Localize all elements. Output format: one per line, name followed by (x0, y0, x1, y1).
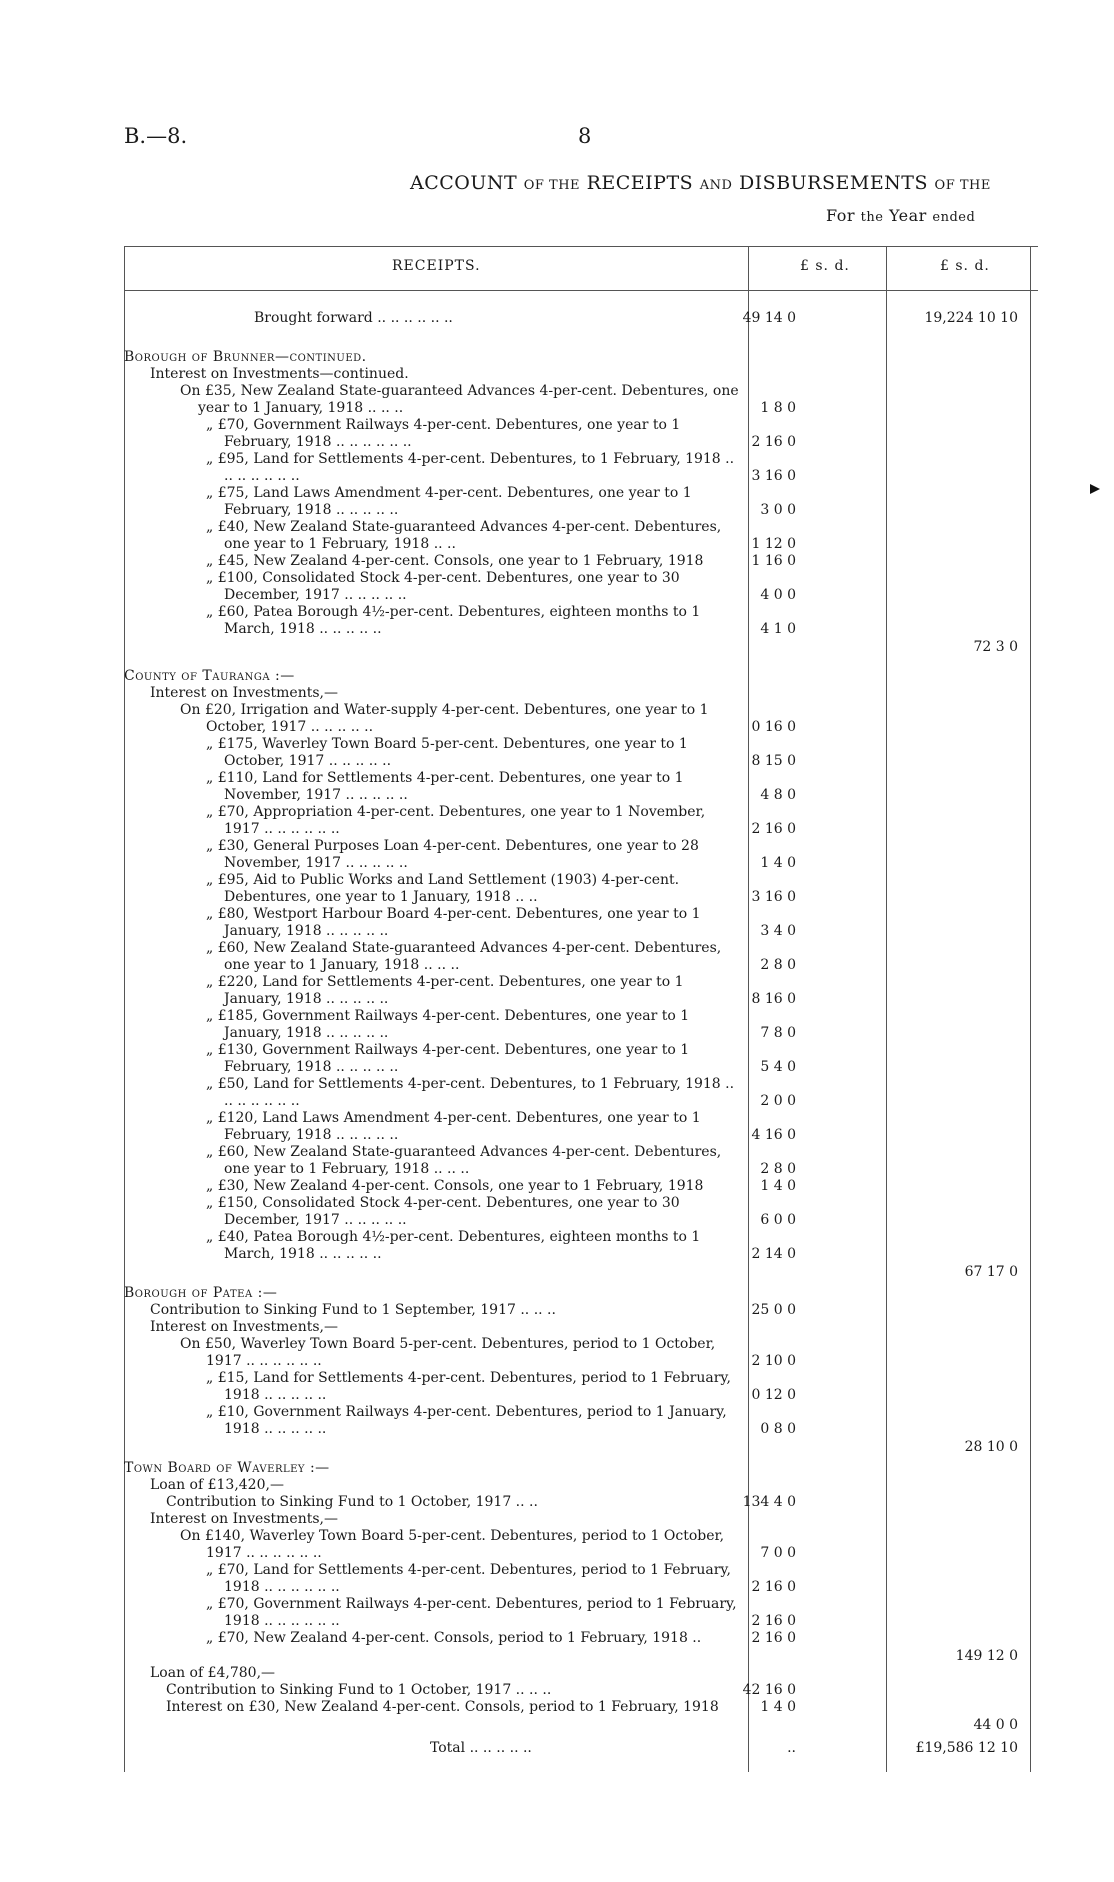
title-word: DISBURSEMENTS (738, 172, 928, 194)
ledger-row (124, 1042, 1038, 1076)
row-description: „ £110, Land for Settlements 4-per-cent. Debentures, one year to 1 November, 1917 .. .. .. .. .. (206, 770, 684, 803)
ledger-row (124, 1370, 1038, 1404)
amount-cell: 8 15 0 (751, 753, 796, 769)
ledger-row (124, 1110, 1038, 1144)
ledger-row (124, 417, 1038, 451)
ledger-row (124, 1665, 1038, 1682)
row-description: „ £15, Land for Settlements 4-per-cent. Debentures, period to 1 February, 1918 .. .. .. .. .. (206, 1370, 731, 1403)
page-subtitle (826, 206, 975, 225)
subtotal-cell: 44 0 0 (973, 1717, 1018, 1733)
row-description: „ £150, Consolidated Stock 4-per-cent. Debentures, one year to 30 December, 1917 .. .. .. .. .. (206, 1195, 680, 1228)
amount-cell: 1 4 0 (760, 1178, 796, 1194)
table-top-rule (124, 246, 1038, 247)
row-description: On £20, Irrigation and Water-supply 4-per-cent. Debentures, one year to 1 October, 1917 .. .. .. .. .. (180, 702, 709, 735)
amount-cell: 2 16 0 (751, 821, 796, 837)
row-description: „ £95, Land for Settlements 4-per-cent. Debentures, to 1 February, 1918 .. .. .. .. .. .. .. (206, 451, 735, 484)
section-heading (124, 1285, 1038, 1302)
ledger-row (124, 872, 1038, 906)
amount-cell: 4 16 0 (751, 1127, 796, 1143)
amount-cell: 6 0 0 (760, 1212, 796, 1228)
row-description: Interest on Investments—continued. (150, 366, 409, 382)
ledger-row (124, 485, 1038, 519)
amount-cell: 0 16 0 (751, 719, 796, 735)
total-cell: 19,224 10 10 (924, 310, 1018, 326)
row-description: Interest on Investments,— (150, 1511, 338, 1527)
amount-cell: 3 0 0 (760, 502, 796, 518)
amount-cell: 2 0 0 (760, 1093, 796, 1109)
total-heading: £ s. d. (940, 258, 990, 274)
ledger-row (124, 1404, 1038, 1455)
amount-cell: 7 8 0 (760, 1025, 796, 1041)
margin-mark-icon (1090, 484, 1100, 494)
row-description: Borough of Patea :— (124, 1285, 278, 1301)
row-description: „ £60, New Zealand State-guaranteed Advances 4-per-cent. Debentures, one year to 1 January, 1918 .. .. .. (206, 940, 722, 973)
ledger-row (124, 1195, 1038, 1229)
ledger-row (124, 1682, 1038, 1699)
amount-cell: 1 16 0 (751, 553, 796, 569)
row-description: On £35, New Zealand State-guaranteed Advances 4-per-cent. Debentures, one year to 1 January, 1918 .. .. .. (180, 383, 739, 416)
ledger-row (124, 1511, 1038, 1528)
ledger-row (124, 1528, 1038, 1562)
amount-cell: 4 0 0 (760, 587, 796, 603)
ledger-row (124, 906, 1038, 940)
subtitle-word: For (826, 206, 856, 225)
row-description: Interest on Investments,— (150, 1319, 338, 1335)
row-description: Brought forward .. .. .. .. .. .. (254, 310, 453, 326)
amount-heading: £ s. d. (800, 258, 850, 274)
subtotal-cell: 67 17 0 (964, 1264, 1018, 1280)
amount-cell: 2 14 0 (751, 1246, 796, 1262)
row-description: Total .. .. .. .. .. (430, 1740, 532, 1756)
row-description: „ £130, Government Railways 4-per-cent. Debentures, one year to 1 February, 1918 .. .. .. .. .. (206, 1042, 690, 1075)
row-description: Interest on Investments,— (150, 685, 338, 701)
row-description: Loan of £4,780,— (150, 1665, 276, 1681)
row-description: „ £30, New Zealand 4-per-cent. Consols, one year to 1 February, 1918 (206, 1178, 704, 1194)
ledger-row (124, 838, 1038, 872)
ledger-row (124, 685, 1038, 702)
row-description: „ £70, New Zealand 4-per-cent. Consols, period to 1 February, 1918 .. (206, 1630, 702, 1646)
row-description: „ £100, Consolidated Stock 4-per-cent. Debentures, one year to 30 December, 1917 .. .. .. .. .. (206, 570, 680, 603)
amount-cell: 7 0 0 (760, 1545, 796, 1561)
amount-cell: 5 4 0 (760, 1059, 796, 1075)
receipts-heading: RECEIPTS. (392, 258, 481, 274)
ledger-row (124, 1336, 1038, 1370)
row-description: „ £30, General Purposes Loan 4-per-cent. Debentures, one year to 28 November, 1917 .. .. .. .. .. (206, 838, 699, 871)
section-heading (124, 668, 1038, 685)
row-description: „ £70, Land for Settlements 4-per-cent. Debentures, period to 1 February, 1918 .. .. .. .. .. .. (206, 1562, 731, 1595)
subtotal-cell: 28 10 0 (964, 1439, 1018, 1455)
ledger-row (124, 974, 1038, 1008)
row-description: „ £220, Land for Settlements 4-per-cent. Debentures, one year to 1 January, 1918 .. .. .. .. .. (206, 974, 684, 1007)
ledger-row (124, 1319, 1038, 1336)
row-description: County of Tauranga :— (124, 668, 295, 684)
header-rule (124, 290, 1038, 291)
ledger-row (124, 1076, 1038, 1110)
ledger-row (124, 1178, 1038, 1195)
amount-cell: 2 10 0 (751, 1353, 796, 1369)
page-title (410, 172, 991, 194)
section-code: B.—8. (124, 124, 188, 148)
subtitle-word: ended (932, 210, 976, 225)
ledger-row (124, 702, 1038, 736)
subtotal-cell: 72 3 0 (973, 639, 1018, 655)
amount-cell: 3 16 0 (751, 889, 796, 905)
ledger-row (124, 804, 1038, 838)
ledger-row (124, 940, 1038, 974)
row-description: Contribution to Sinking Fund to 1 September, 1917 .. .. .. (150, 1302, 556, 1318)
section-heading (124, 349, 1038, 366)
amount-cell: 3 4 0 (760, 923, 796, 939)
ledger-row (124, 1229, 1038, 1280)
row-description: „ £60, Patea Borough 4½-per-cent. Debentures, eighteen months to 1 March, 1918 .. .. .. .. .. (206, 604, 701, 637)
row-description: „ £40, Patea Borough 4½-per-cent. Debentures, eighteen months to 1 March, 1918 .. .. .. .. .. (206, 1229, 701, 1262)
amount-cell: 4 1 0 (760, 621, 796, 637)
ledger-row (124, 1699, 1038, 1733)
amount-cell: 49 14 0 (742, 310, 796, 326)
ledger-row (124, 1562, 1038, 1596)
ledger-row (124, 451, 1038, 485)
ledger-row (124, 1494, 1038, 1511)
row-description: „ £185, Government Railways 4-per-cent. Debentures, one year to 1 January, 1918 .. .. .. .. .. (206, 1008, 690, 1041)
row-description: „ £120, Land Laws Amendment 4-per-cent. Debentures, one year to 1 February, 1918 .. .. .. .. .. (206, 1110, 701, 1143)
row-description: Loan of £13,420,— (150, 1477, 284, 1493)
row-description: „ £10, Government Railways 4-per-cent. Debentures, period to 1 January, 1918 .. .. .. .. .. (206, 1404, 727, 1437)
ledger-row (124, 770, 1038, 804)
amount-cell: 2 16 0 (751, 1613, 796, 1629)
title-word: RECEIPTS (586, 172, 694, 194)
amount-cell: 8 16 0 (751, 991, 796, 1007)
ledger-row (124, 1477, 1038, 1494)
amount-cell: .. (787, 1740, 796, 1756)
total-cell: £19,586 12 10 (915, 1740, 1018, 1756)
row-description: „ £40, New Zealand State-guaranteed Advances 4-per-cent. Debentures, one year to 1 February, 1918 .. .. (206, 519, 722, 552)
ledger-row (124, 1008, 1038, 1042)
ledger-row (124, 604, 1038, 655)
row-description: Interest on £30, New Zealand 4-per-cent. Consols, period to 1 February, 1918 (166, 1699, 719, 1715)
ledger-row (124, 519, 1038, 553)
amount-cell: 2 16 0 (751, 1630, 796, 1646)
ledger-row (124, 1144, 1038, 1178)
amount-cell: 1 4 0 (760, 855, 796, 871)
row-description: Borough of Brunner—continued. (124, 349, 367, 365)
amount-cell: 0 12 0 (751, 1387, 796, 1403)
row-description: „ £70, Government Railways 4-per-cent. Debentures, one year to 1 February, 1918 .. .. .. .. .. .. (206, 417, 681, 450)
amount-cell: 0 8 0 (760, 1421, 796, 1437)
row-description: „ £60, New Zealand State-guaranteed Advances 4-per-cent. Debentures, one year to 1 February, 1918 .. .. .. (206, 1144, 722, 1177)
amount-cell: 3 16 0 (751, 468, 796, 484)
ledger-row (124, 1630, 1038, 1664)
ledger-body (124, 310, 1038, 1757)
amount-cell: 2 16 0 (751, 1579, 796, 1595)
amount-cell: 2 8 0 (760, 957, 796, 973)
amount-cell: 42 16 0 (742, 1682, 796, 1698)
ledger-row (124, 366, 1038, 383)
ledger-row (124, 1740, 1038, 1757)
row-description: „ £95, Aid to Public Works and Land Settlement (1903) 4-per-cent. Debentures, one year to 1 January, 1918 .. .. (206, 872, 680, 905)
page-number: 8 (578, 124, 592, 148)
amount-cell: 25 0 0 (751, 1302, 796, 1318)
title-word: AND (699, 178, 733, 193)
row-description: „ £75, Land Laws Amendment 4-per-cent. Debentures, one year to 1 February, 1918 .. .. .. .. .. (206, 485, 692, 518)
row-description: Contribution to Sinking Fund to 1 October, 1917 .. .. .. (166, 1682, 552, 1698)
ledger-row (124, 1302, 1038, 1319)
title-word: OF THE (523, 178, 581, 193)
amount-cell: 2 16 0 (751, 434, 796, 450)
row-description: „ £50, Land for Settlements 4-per-cent. Debentures, to 1 February, 1918 .. .. .. .. .. .. .. (206, 1076, 735, 1109)
amount-cell: 1 12 0 (751, 536, 796, 552)
subtitle-word: the (860, 210, 884, 225)
amount-cell: 134 4 0 (742, 1494, 796, 1510)
ledger-row (124, 1596, 1038, 1630)
title-word: ACCOUNT (410, 172, 518, 194)
amount-cell: 1 4 0 (760, 1699, 796, 1715)
subtitle-word: Year (889, 206, 927, 225)
row-description: „ £80, Westport Harbour Board 4-per-cent. Debentures, one year to 1 January, 1918 .. .. .. .. .. (206, 906, 701, 939)
ledger-row (124, 383, 1038, 417)
row-description: Town Board of Waverley :— (124, 1460, 330, 1476)
row-description: „ £45, New Zealand 4-per-cent. Consols, one year to 1 February, 1918 (206, 553, 704, 569)
row-description: „ £70, Government Railways 4-per-cent. Debentures, period to 1 February, 1918 .. .. .. .. .. .. (206, 1596, 737, 1629)
title-word: OF THE (934, 178, 991, 193)
amount-cell: 4 8 0 (760, 787, 796, 803)
row-description: „ £70, Appropriation 4-per-cent. Debentures, one year to 1 November, 1917 .. .. .. .. .. .. (206, 804, 706, 837)
section-heading (124, 1460, 1038, 1477)
subtotal-cell: 149 12 0 (955, 1648, 1018, 1664)
row-description: On £140, Waverley Town Board 5-per-cent. Debentures, period to 1 October, 1917 .. .. .. .. .. .. (180, 1528, 725, 1561)
row-description: On £50, Waverley Town Board 5-per-cent. Debentures, period to 1 October, 1917 .. .. .. .. .. .. (180, 1336, 716, 1369)
amount-cell: 1 8 0 (760, 400, 796, 416)
ledger-row (124, 736, 1038, 770)
row-description: Contribution to Sinking Fund to 1 October, 1917 .. .. (166, 1494, 538, 1510)
ledger-row (124, 553, 1038, 570)
row-description: „ £175, Waverley Town Board 5-per-cent. Debentures, one year to 1 October, 1917 .. .. .. .. .. (206, 736, 688, 769)
ledger-row (124, 310, 1038, 327)
ledger-row (124, 570, 1038, 604)
amount-cell: 2 8 0 (760, 1161, 796, 1177)
